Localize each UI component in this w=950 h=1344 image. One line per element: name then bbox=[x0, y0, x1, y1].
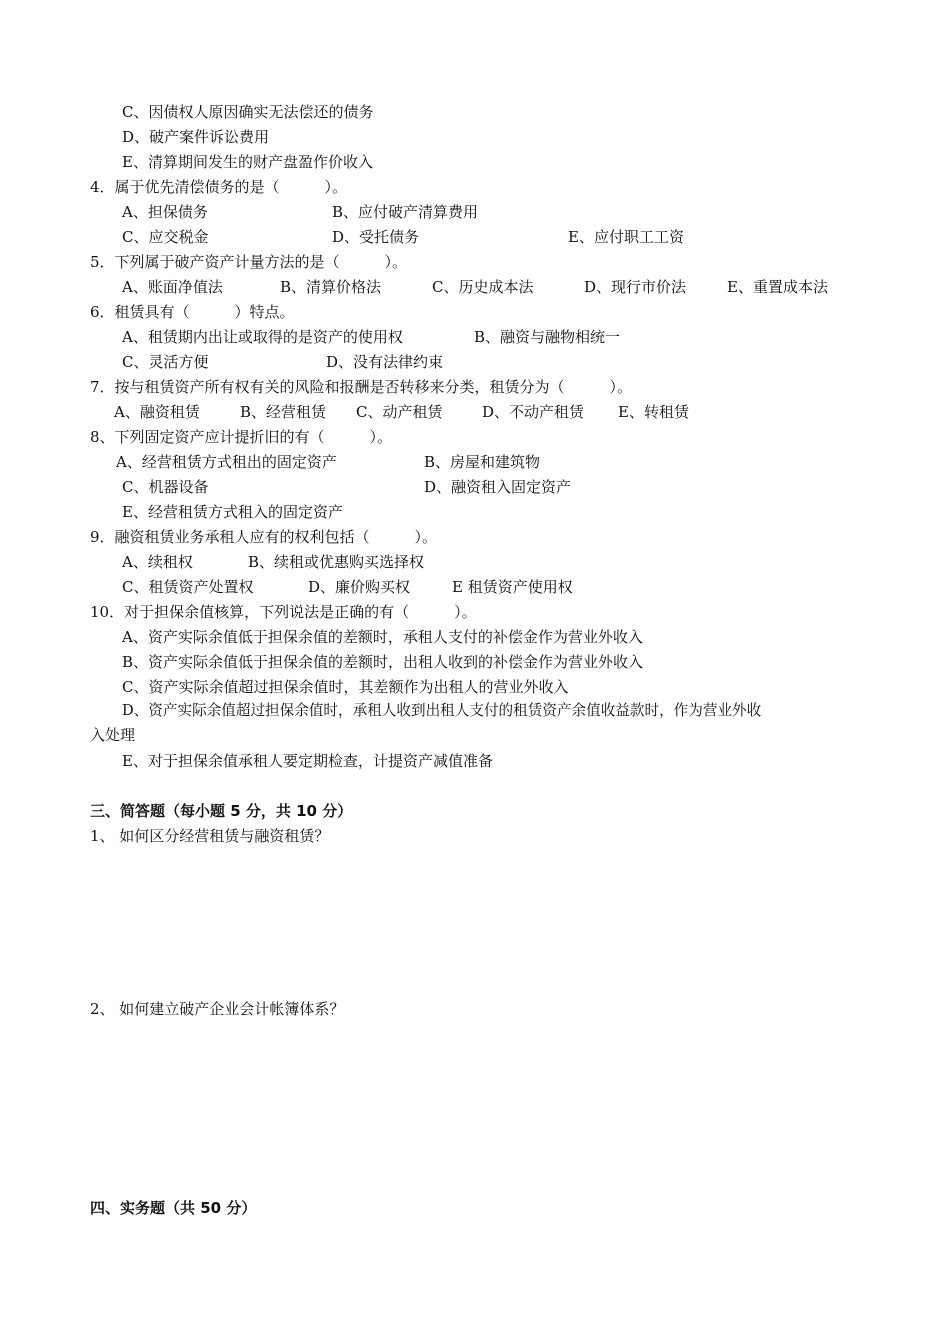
q9-options-row2 bbox=[122, 576, 822, 598]
q4-option-c: C、应交税金 bbox=[122, 228, 209, 246]
q5-options-row bbox=[122, 276, 842, 298]
q6-option-d: D、没有法律约束 bbox=[326, 353, 444, 371]
section-title-text: 四、实务题（共 50 分） bbox=[90, 1199, 257, 1217]
q7-option-d: D、不动产租赁 bbox=[482, 403, 585, 421]
question-stem: 10．对于担保余值核算，下列说法是正确的有（ ）。 bbox=[90, 603, 477, 621]
question-stem: 7．按与租赁资产所有权有关的风险和报酬是否转移来分类，租赁分为（ ）。 bbox=[90, 378, 633, 396]
q8-options-row1 bbox=[116, 451, 816, 473]
q5-option-d: D、现行市价法 bbox=[584, 278, 687, 296]
q8-option-e: E、经营租赁方式租入的固定资产 bbox=[122, 503, 343, 521]
q6-options-row2 bbox=[122, 351, 822, 373]
q6-option-c: C、灵活方便 bbox=[122, 353, 209, 371]
q6-option-b: B、融资与融物相统一 bbox=[474, 328, 621, 346]
q5-option-a: A、账面净值法 bbox=[122, 278, 223, 296]
question-stem: 4．属于优先清偿债务的是（ ）。 bbox=[90, 178, 348, 196]
option-text: D、破产案件诉讼费用 bbox=[122, 128, 270, 146]
q7-option-e: E、转租赁 bbox=[618, 403, 689, 421]
q8-option-c: C、机器设备 bbox=[122, 478, 209, 496]
option-text: B、资产实际余值低于担保余值的差额时，出租人收到的补偿金作为营业外收入 bbox=[122, 653, 644, 671]
q9-option-b: B、续租或优惠购买选择权 bbox=[248, 553, 425, 571]
question-stem: 2、 如何建立破产企业会计帐簿体系？ bbox=[90, 1000, 345, 1018]
q8-options-row2 bbox=[122, 476, 822, 498]
question-stem: 5．下列属于破产资产计量方法的是（ ）。 bbox=[90, 253, 408, 271]
question-stem: 6．租赁具有（ ）特点。 bbox=[90, 303, 295, 321]
option-text: 入处理 bbox=[90, 726, 136, 744]
q5-option-b: B、清算价格法 bbox=[280, 278, 382, 296]
q6-options-row1 bbox=[122, 326, 822, 348]
q6-option-a: A、租赁期内出让或取得的是资产的使用权 bbox=[122, 328, 403, 346]
q5-option-e: E、重置成本法 bbox=[727, 278, 828, 296]
q8-option-a: A、经营租赁方式租出的固定资产 bbox=[116, 453, 337, 471]
q4-option-b: B、应付破产清算费用 bbox=[332, 203, 479, 221]
q7-option-b: B、经营租赁 bbox=[240, 403, 327, 421]
q4-option-a: A、担保债务 bbox=[122, 203, 208, 221]
q9-options-row1 bbox=[122, 551, 822, 573]
q7-options-row bbox=[114, 401, 814, 423]
question-stem: 9．融资租赁业务承租人应有的权利包括（ ）。 bbox=[90, 528, 438, 546]
option-text: D、资产实际余值超过担保余值时，承租人收到出租人支付的租赁资产余值收益款时，作为营业外收 bbox=[122, 702, 762, 719]
q7-option-c: C、动产租赁 bbox=[356, 403, 443, 421]
option-text: C、因债权人原因确实无法偿还的债务 bbox=[122, 103, 374, 121]
q4-options-row1 bbox=[122, 201, 822, 223]
q9-option-c: C、租赁资产处置权 bbox=[122, 578, 254, 596]
q4-option-d: D、受托债务 bbox=[332, 228, 420, 246]
option-text: C、资产实际余值超过担保余值时，其差额作为出租人的营业外收入 bbox=[122, 678, 569, 696]
q9-option-a: A、续租权 bbox=[122, 553, 193, 571]
q4-option-e: E、应付职工工资 bbox=[568, 228, 684, 246]
option-text: E、对于担保余值承租人要定期检查，计提资产减值准备 bbox=[122, 752, 493, 770]
q5-option-c: C、历史成本法 bbox=[432, 278, 534, 296]
section-title-text: 三、简答题（每小题 5 分，共 10 分） bbox=[90, 802, 353, 820]
q9-option-d: D、廉价购买权 bbox=[308, 578, 411, 596]
q4-options-row2 bbox=[122, 226, 822, 248]
q8-option-b: B、房屋和建筑物 bbox=[424, 453, 541, 471]
q8-option-d: D、融资租入固定资产 bbox=[424, 478, 572, 496]
question-stem: 1、 如何区分经营租赁与融资租赁？ bbox=[90, 827, 330, 845]
q9-option-e: E 租赁资产使用权 bbox=[452, 578, 573, 596]
option-text: A、资产实际余值低于担保余值的差额时，承租人支付的补偿金作为营业外收入 bbox=[122, 628, 643, 646]
q7-option-a: A、融资租赁 bbox=[114, 403, 200, 421]
option-text: E、清算期间发生的财产盘盈作价收入 bbox=[122, 153, 373, 171]
question-stem: 8、下列固定资产应计提折旧的有（ ）。 bbox=[90, 428, 393, 446]
